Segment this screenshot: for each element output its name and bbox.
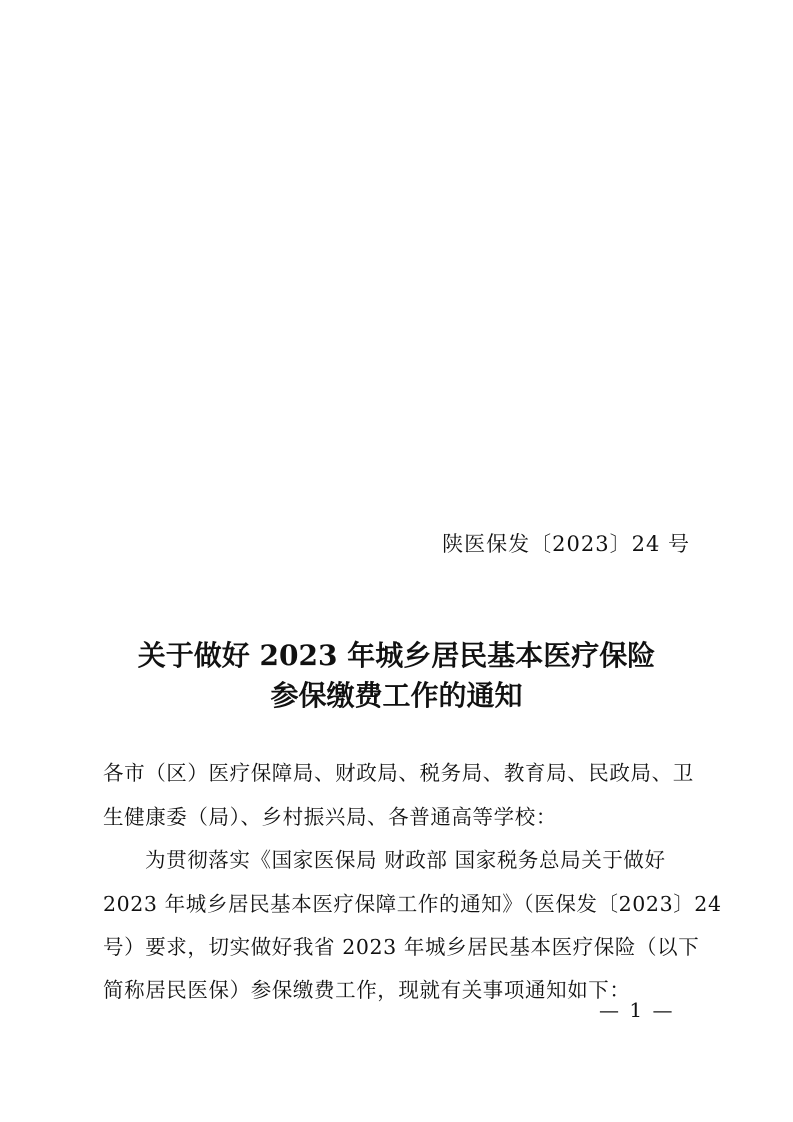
document-title-line-2: 参保缴费工作的通知 xyxy=(270,679,523,712)
body-line-5: 号）要求，切实做好我省 2023 年城乡居民基本医疗保险（以下 xyxy=(103,935,700,959)
body-line-1: 各市（区）医疗保障局、财政局、税务局、教育局、民政局、卫 xyxy=(103,761,694,785)
document-title-line-1: 关于做好 2023 年城乡居民基本医疗保险 xyxy=(137,639,656,672)
body-line-6: 简称居民医保）参保缴费工作，现就有关事项通知如下： xyxy=(103,978,631,1002)
body-line-3: 为贯彻落实《国家医保局 财政部 国家税务总局关于做好 xyxy=(145,848,666,872)
body-line-2: 生健康委（局）、乡村振兴局、各普通高等学校： xyxy=(103,805,557,829)
body-line-4: 2023 年城乡居民基本医疗保障工作的通知》（医保发〔2023〕24 xyxy=(103,892,722,916)
document-number: 陕医保发〔2023〕24 号 xyxy=(442,532,690,556)
page-number: — 1 — xyxy=(599,998,675,1022)
